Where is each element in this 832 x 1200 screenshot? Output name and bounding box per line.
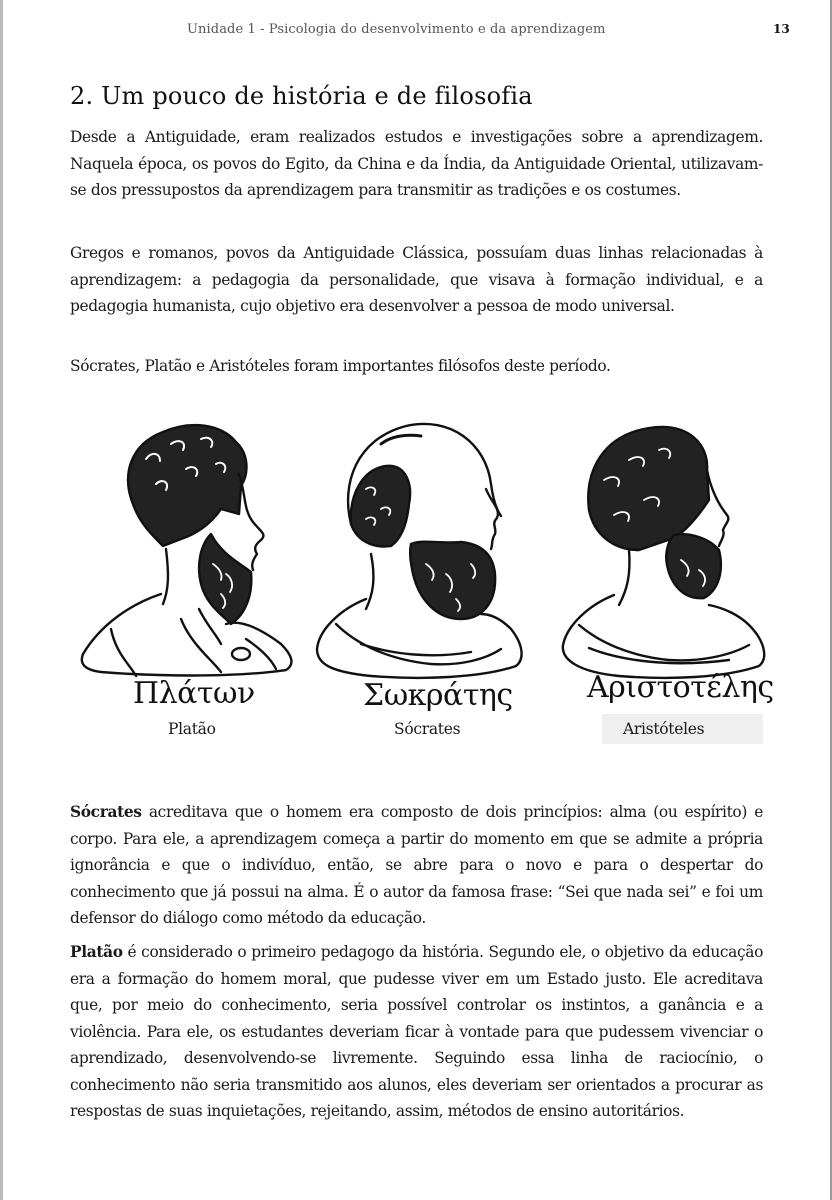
- plato-bust-icon: [71, 414, 301, 682]
- aristotle-bust-icon: [559, 420, 769, 682]
- paragraph-platao-text: é considerado o primeiro pedagogo da história. Segundo ele, o objetivo da educação era a formação do homem moral, que pudesse viver em um Estado justo. Ele acreditava que, por meio do conhecimento, seria possível controlar os instintos, a ganância e a violência. Para ele, os estudantes deveriam ficar à vontade para que pudessem vivenciar o aprendizado, desenvolvendo-se livremente. Seguindo essa linha de raciocínio, o conhecimento não seria transmitido aos alunos, eles deveriam ser orientados a procurar as respostas de suas inquietações, rejeitando, assim, métodos de ensino autoritários.: [70, 943, 763, 1120]
- page-number: 13: [773, 22, 790, 36]
- caption-aristotle: Aristóteles: [623, 720, 705, 738]
- paragraph-socrates: [70, 799, 763, 932]
- caption-plato: Platão: [168, 720, 216, 738]
- section-title: 2. Um pouco de história e de filosofia: [70, 82, 533, 110]
- philosophers-figure: [63, 400, 783, 750]
- greek-name-aristotle: Αριστοτέλης: [587, 670, 774, 705]
- paragraph-filosofos: Sócrates, Platão e Aristóteles foram importantes filósofos deste período.: [70, 357, 611, 375]
- paragraph-socrates-text: acreditava que o homem era composto de dois princípios: alma (ou espírito) e corpo. Para ele, a aprendizagem começa a partir do momento em que se admite a própria ignorância e que o indivíduo, então, se abre para o novo e para o despertar do conhecimento que já possui na alma. É o autor da famosa frase: “Sei que nada sei” e foi um defensor do diálogo como método da educação.: [70, 803, 763, 927]
- running-header: Unidade 1 - Psicologia do desenvolvimento e da aprendizagem: [187, 22, 606, 37]
- term-platao: Platão: [70, 943, 123, 961]
- paragraph-antiguidade: Desde a Antiguidade, eram realizados estudos e investigações sobre a aprendizagem. Naquela época, os povos do Egito, da China e da Índia, da Antiguidade Oriental, utilizavam-se dos pressupostos da aprendizagem para transmitir as tradições e os costumes.: [70, 128, 763, 199]
- greek-name-socrates: Σωκράτης: [363, 678, 513, 713]
- paragraph-gregos-romanos: Gregos e romanos, povos da Antiguidade Clássica, possuíam duas linhas relacionadas à aprendizagem: a pedagogia da personalidade, que visava à formação individual, e a pedagogia humanista, cujo objetivo era desenvolver a pessoa de modo universal.: [70, 244, 763, 315]
- caption-socrates: Sócrates: [394, 720, 461, 738]
- socrates-bust-icon: [311, 414, 527, 682]
- paragraph-platao: [70, 939, 763, 1125]
- greek-name-plato: Πλάτων: [133, 676, 255, 711]
- term-socrates: Sócrates: [70, 803, 142, 821]
